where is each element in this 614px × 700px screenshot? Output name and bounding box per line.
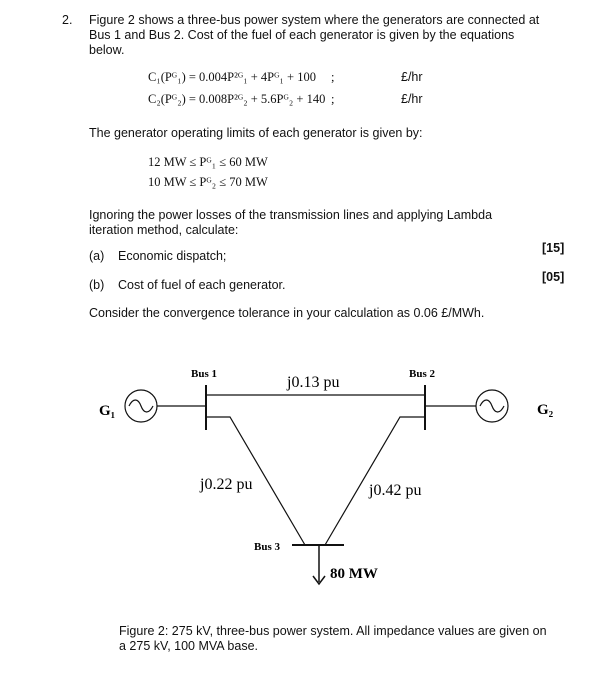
cost-equation-1: C₁(Pᴳ₁) = 0.004P²ᴳ₁ + 4Pᴳ₁ + 100 (148, 70, 316, 84)
cost-equation-2-separator: ; (331, 92, 335, 106)
limits-intro: The generator operating limits of each generator is given by: (89, 126, 423, 140)
generator-2-wave-icon (480, 400, 504, 412)
g2-label: G₂ (537, 402, 554, 418)
task-text: Ignoring the power losses of the transmission lines and applying Lambda iteration method, calculate: (89, 208, 493, 237)
part-b-text: Cost of fuel of each generator. (118, 278, 286, 292)
part-a-text: Economic dispatch; (118, 249, 227, 263)
limit-generator-1: 12 MW ≤ Pᴳ₁ ≤ 60 MW (148, 155, 268, 169)
question-number: 2. (62, 13, 73, 27)
part-b-marks: [05] (542, 270, 565, 284)
tolerance-text: Consider the convergence tolerance in your calculation as 0.06 £/MWh. (89, 306, 485, 320)
part-a-label: (a) (89, 249, 105, 263)
line-1-3-impedance: j0.22 pu (200, 476, 253, 493)
cost-equation-2-unit: £/hr (401, 92, 423, 106)
part-b-label: (b) (89, 278, 105, 292)
bus-1-label: Bus 1 (191, 368, 217, 380)
load-label: 80 MW (330, 566, 378, 582)
generator-1-wave-icon (129, 400, 153, 412)
bus-3-label: Bus 3 (254, 541, 280, 553)
cost-equation-1-unit: £/hr (401, 70, 423, 84)
line-1-2-impedance: j0.13 pu (287, 374, 340, 391)
line-2-3-impedance: j0.42 pu (369, 482, 422, 499)
figure-caption: Figure 2: 275 kV, three-bus power system. All impedance values are given on a 275 kV, 100 MVA base. (119, 624, 547, 653)
limit-generator-2: 10 MW ≤ Pᴳ₂ ≤ 70 MW (148, 175, 268, 189)
part-a-marks: [15] (542, 241, 565, 255)
bus-2-label: Bus 2 (409, 368, 435, 380)
line-2-3 (325, 417, 425, 545)
question-intro: Figure 2 shows a three-bus power system where the generators are connected at Bus 1 and Bus 2. Cost of the fuel of each generator is given by the equations below. (89, 13, 540, 57)
cost-equation-1-separator: ; (331, 70, 335, 84)
g1-label: G₁ (99, 403, 116, 419)
cost-equation-2: C₂(Pᴳ₂) = 0.008P²ᴳ₂ + 5.6Pᴳ₂ + 140 (148, 92, 326, 106)
